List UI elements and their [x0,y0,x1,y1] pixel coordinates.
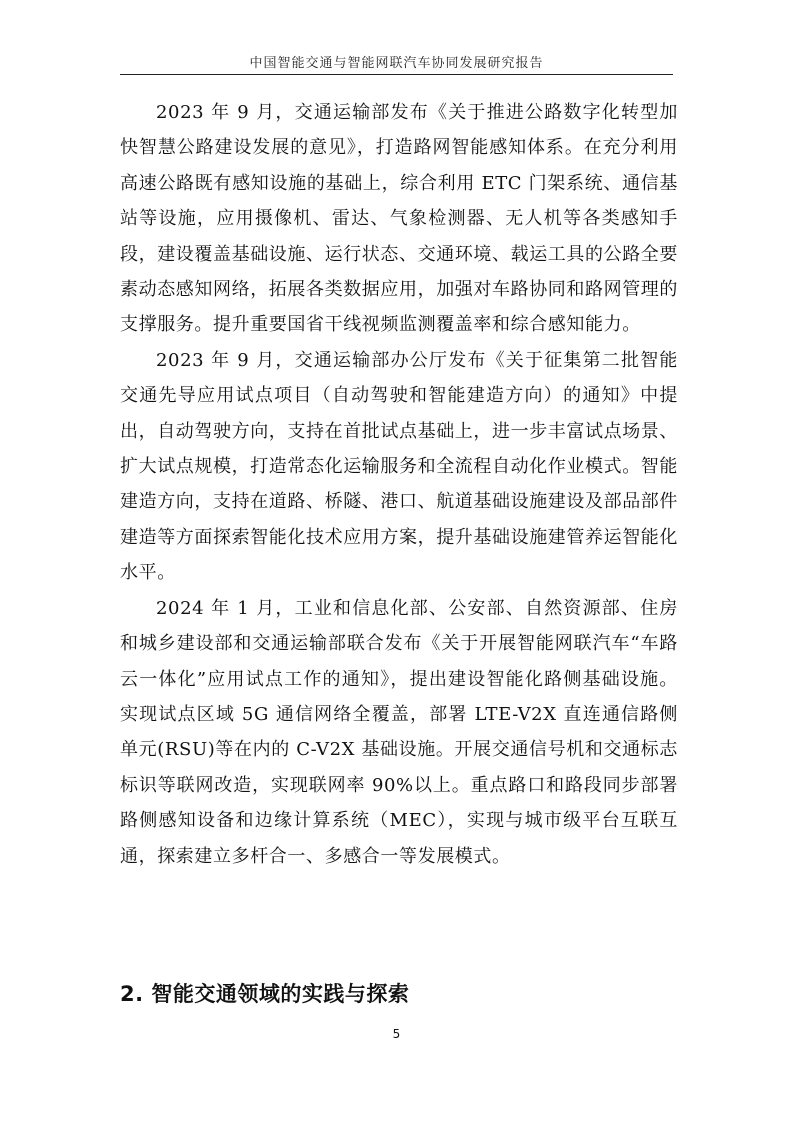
section-heading: 2. 智能交通领域的实践与探索 [120,982,410,1006]
paragraph-2024-jan-joint: 2024 年 1 月，工业和信息化部、公安部、自然资源部、住房和城乡建设部和交通运输部联合发布《关于开展智能网联汽车“车路云一体化”应用试点工作的通知》，提出建设智能化路侧基础设施。实现试点区域 5G 通信网络全覆盖，部署 LTE-V2X 直连通信路侧单元(RSU)等在内的 C-V2X 基础设施。开展交通信号机和交通标志标识等联网改造，实现联网率 90%以上。重点路口和路段同步部署路侧感知设备和边缘计算系统（MEC），实现与城市级平台互联互通，探索建立多杆合一、多感合一等发展模式。 [120,597,678,867]
running-header: 中国智能交通与智能网联汽车协同发展研究报告 [249,56,544,71]
page-number: 5 [392,1027,401,1041]
paragraph-2023-sep-mot-office: 2023 年 9 月，交通运输部办公厅发布《关于征集第二批智能交通先导应用试点项目（自动驾驶和智能建造方向）的通知》中提出，自动驾驶方向，支持在首批试点基础上，进一步丰富试点场景、扩大试点规模，打造常态化运输服务和全流程自动化作业模式。智能建造方向，支持在道路、桥隧、港口、航道基础设施建设及部品部件建造等方面探索智能化技术应用方案，提升基础设施建管养运智能化水平。 [120,349,678,584]
body-text [120,95,678,874]
paragraph-2023-sep-mot: 2023 年 9 月，交通运输部发布《关于推进公路数字化转型加快智慧公路建设发展的意见》，打造路网智能感知体系。在充分利用高速公路既有感知设施的基础上，综合利用 ETC 门架系统、通信基站等设施，应用摄像机、雷达、气象检测器、无人机等各类感知手段，建设覆盖基础设施、运行状态、交通环境、载运工具的公路全要素动态感知网络，拓展各类数据应用，加强对车路协同和路网管理的支撑服务。提升重要国省干线视频监测覆盖率和综合感知能力。 [120,102,678,336]
header-rule [120,74,673,75]
